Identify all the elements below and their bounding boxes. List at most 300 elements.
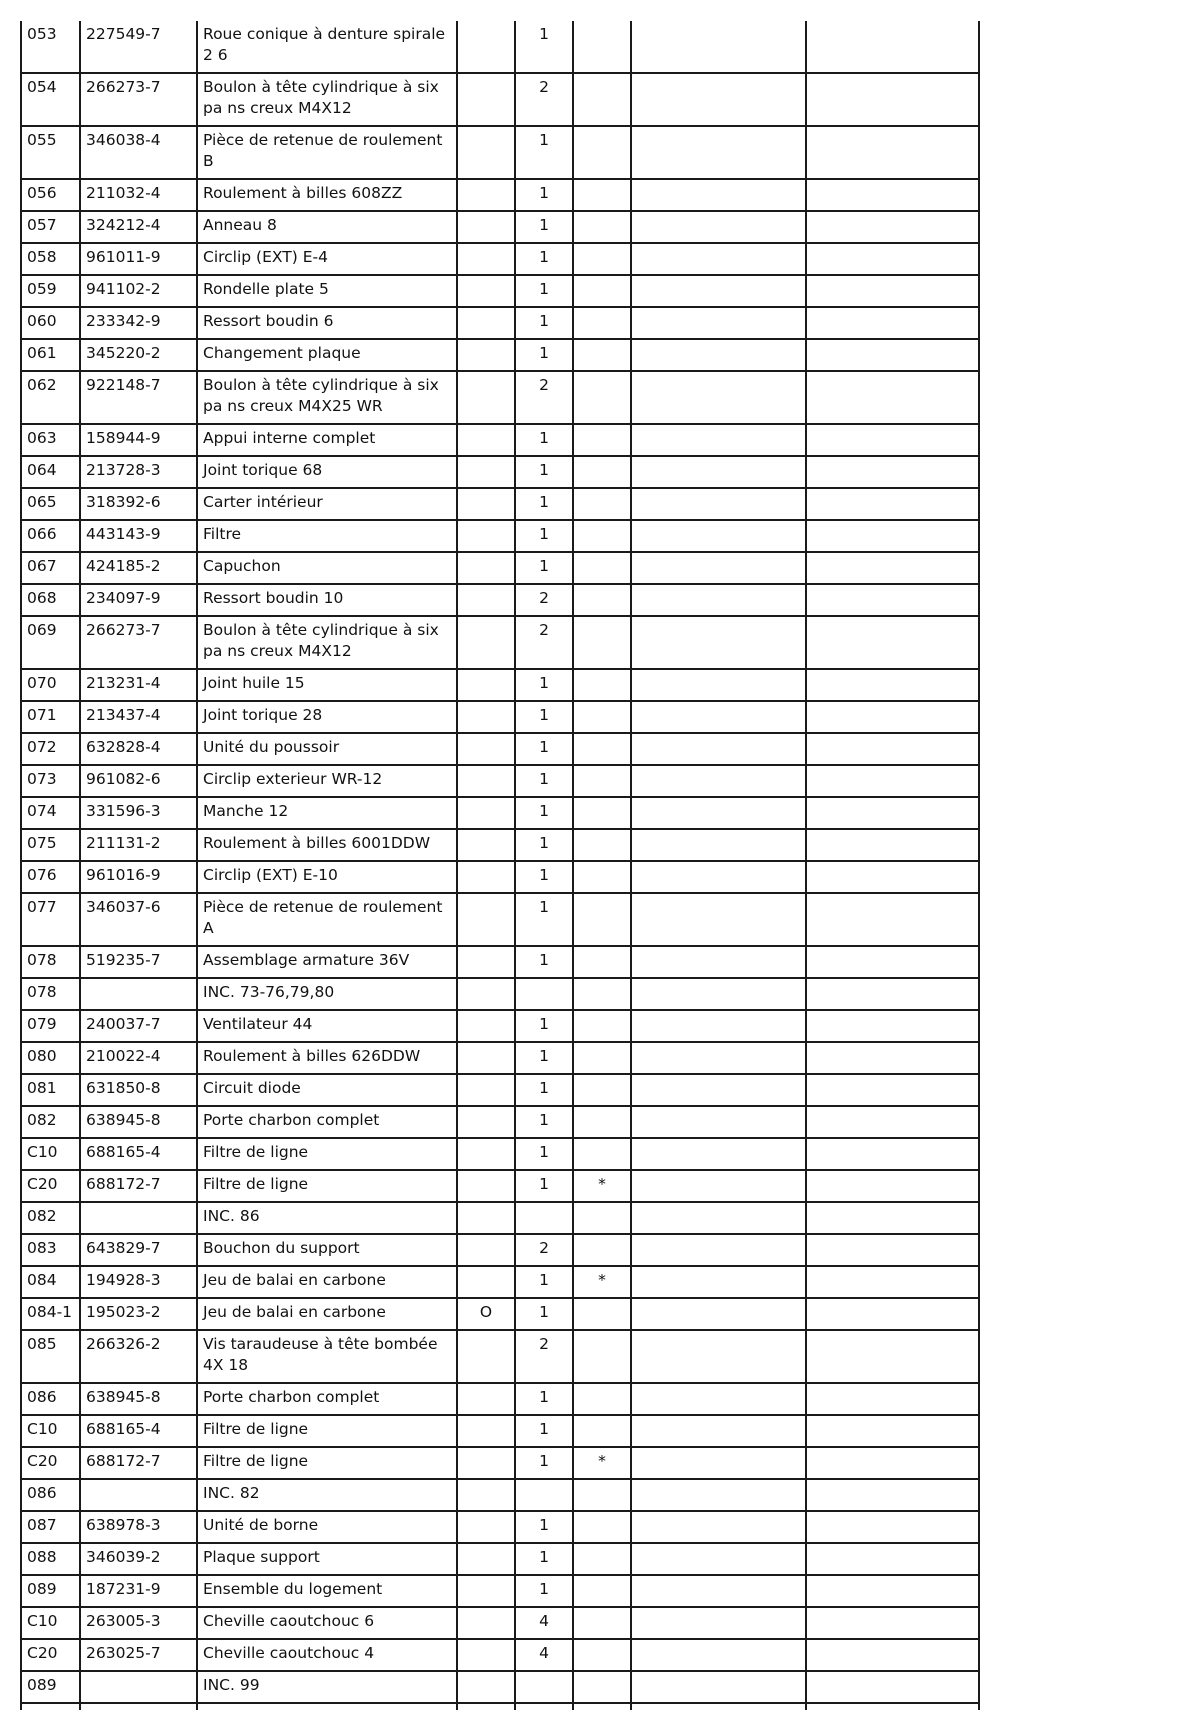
option-cell <box>457 1415 515 1447</box>
remark-cell <box>806 21 979 73</box>
table-row <box>21 275 979 307</box>
position-cell: 080 <box>21 1042 80 1074</box>
option-cell <box>457 488 515 520</box>
quantity-cell: 1 <box>515 552 573 584</box>
remark-cell <box>806 1170 979 1202</box>
part-number-cell: 195023-2 <box>80 1298 197 1330</box>
marker-cell <box>573 1607 631 1639</box>
option-cell <box>457 211 515 243</box>
note-cell <box>631 126 806 179</box>
table-row <box>21 488 979 520</box>
marker-cell <box>573 456 631 488</box>
quantity-cell: 1 <box>515 21 573 73</box>
note-cell <box>631 1298 806 1330</box>
table-row <box>21 1671 979 1703</box>
position-cell: 081 <box>21 1074 80 1106</box>
option-cell <box>457 339 515 371</box>
table-row <box>21 307 979 339</box>
remark-cell <box>806 797 979 829</box>
marker-cell <box>573 616 631 669</box>
option-cell <box>457 701 515 733</box>
marker-cell: * <box>573 1266 631 1298</box>
remark-cell <box>806 1415 979 1447</box>
description-cell: INC. 86 <box>197 1202 457 1234</box>
table-row <box>21 424 979 456</box>
part-number-cell: 346039-2 <box>80 1543 197 1575</box>
remark-cell <box>806 371 979 424</box>
quantity-cell: 4 <box>515 1607 573 1639</box>
part-number-cell: 424185-2 <box>80 552 197 584</box>
quantity-cell: 1 <box>515 307 573 339</box>
description-cell: Joint torique 28 <box>197 701 457 733</box>
description-cell: Bouchon du support <box>197 1234 457 1266</box>
position-cell: C10 <box>21 1415 80 1447</box>
description-cell: Assemblage armature 36V <box>197 946 457 978</box>
part-number-cell: 632828-4 <box>80 733 197 765</box>
marker-cell <box>573 765 631 797</box>
option-cell <box>457 861 515 893</box>
empty-cell <box>457 1703 515 1710</box>
remark-cell <box>806 1106 979 1138</box>
table-row <box>21 1202 979 1234</box>
option-cell <box>457 21 515 73</box>
marker-cell <box>573 1639 631 1671</box>
marker-cell <box>573 829 631 861</box>
option-cell <box>457 1330 515 1383</box>
part-number-cell: 688172-7 <box>80 1170 197 1202</box>
quantity-cell: 1 <box>515 1298 573 1330</box>
note-cell <box>631 1042 806 1074</box>
remark-cell <box>806 584 979 616</box>
part-number-cell <box>80 978 197 1010</box>
note-cell <box>631 765 806 797</box>
marker-cell <box>573 669 631 701</box>
part-number-cell: 213437-4 <box>80 701 197 733</box>
option-cell <box>457 1042 515 1074</box>
marker-cell <box>573 1202 631 1234</box>
empty-cell <box>806 1703 979 1710</box>
table-row <box>21 1447 979 1479</box>
quantity-cell: 1 <box>515 243 573 275</box>
note-cell <box>631 552 806 584</box>
table-row <box>21 21 979 73</box>
position-cell: 088 <box>21 1543 80 1575</box>
description-cell: Capuchon <box>197 552 457 584</box>
table-row-continuation <box>21 1703 979 1710</box>
quantity-cell: 2 <box>515 1234 573 1266</box>
description-cell: Circlip (EXT) E-10 <box>197 861 457 893</box>
marker-cell <box>573 1415 631 1447</box>
note-cell <box>631 733 806 765</box>
note-cell <box>631 243 806 275</box>
note-cell <box>631 1511 806 1543</box>
table-row <box>21 829 979 861</box>
description-cell: Filtre de ligne <box>197 1447 457 1479</box>
remark-cell <box>806 456 979 488</box>
table-row <box>21 243 979 275</box>
marker-cell <box>573 797 631 829</box>
note-cell <box>631 1415 806 1447</box>
option-cell <box>457 1575 515 1607</box>
remark-cell <box>806 669 979 701</box>
description-cell: Unité du poussoir <box>197 733 457 765</box>
option-cell <box>457 616 515 669</box>
position-cell: 070 <box>21 669 80 701</box>
table-row <box>21 73 979 126</box>
quantity-cell: 1 <box>515 1383 573 1415</box>
description-cell: Jeu de balai en carbone <box>197 1266 457 1298</box>
remark-cell <box>806 1234 979 1266</box>
part-number-cell: 210022-4 <box>80 1042 197 1074</box>
option-cell <box>457 1671 515 1703</box>
table-row <box>21 893 979 946</box>
position-cell: 089 <box>21 1575 80 1607</box>
part-number-cell <box>80 1479 197 1511</box>
part-number-cell: 643829-7 <box>80 1234 197 1266</box>
description-cell: Roulement à billes 626DDW <box>197 1042 457 1074</box>
note-cell <box>631 1575 806 1607</box>
marker-cell: * <box>573 1170 631 1202</box>
quantity-cell: 1 <box>515 1138 573 1170</box>
position-cell: C20 <box>21 1170 80 1202</box>
position-cell: 082 <box>21 1106 80 1138</box>
part-number-cell: 263025-7 <box>80 1639 197 1671</box>
description-cell: Vis taraudeuse à tête bombée 4X 18 <box>197 1330 457 1383</box>
note-cell <box>631 701 806 733</box>
remark-cell <box>806 733 979 765</box>
remark-cell <box>806 424 979 456</box>
description-cell: Ventilateur 44 <box>197 1010 457 1042</box>
part-number-cell: 346038-4 <box>80 126 197 179</box>
note-cell <box>631 179 806 211</box>
table-row <box>21 1543 979 1575</box>
part-number-cell: 158944-9 <box>80 424 197 456</box>
position-cell: 072 <box>21 733 80 765</box>
table-row <box>21 1074 979 1106</box>
option-cell <box>457 1383 515 1415</box>
note-cell <box>631 1543 806 1575</box>
remark-cell <box>806 1010 979 1042</box>
part-number-cell: 688172-7 <box>80 1447 197 1479</box>
table-row <box>21 616 979 669</box>
quantity-cell: 1 <box>515 1170 573 1202</box>
note-cell <box>631 946 806 978</box>
marker-cell <box>573 275 631 307</box>
position-cell: 062 <box>21 371 80 424</box>
note-cell <box>631 1266 806 1298</box>
empty-cell <box>515 1703 573 1710</box>
option-cell <box>457 1479 515 1511</box>
option-cell: O <box>457 1298 515 1330</box>
empty-cell <box>573 1703 631 1710</box>
remark-cell <box>806 488 979 520</box>
quantity-cell: 1 <box>515 733 573 765</box>
part-number-cell: 638978-3 <box>80 1511 197 1543</box>
remark-cell <box>806 765 979 797</box>
description-cell: Filtre de ligne <box>197 1415 457 1447</box>
position-cell: 078 <box>21 978 80 1010</box>
marker-cell <box>573 946 631 978</box>
note-cell <box>631 669 806 701</box>
position-cell: 076 <box>21 861 80 893</box>
note-cell <box>631 1639 806 1671</box>
part-number-cell: 941102-2 <box>80 275 197 307</box>
option-cell <box>457 1202 515 1234</box>
option-cell <box>457 1511 515 1543</box>
option-cell <box>457 1138 515 1170</box>
position-cell: 085 <box>21 1330 80 1383</box>
marker-cell <box>573 21 631 73</box>
note-cell <box>631 1138 806 1170</box>
part-number-cell: 324212-4 <box>80 211 197 243</box>
note-cell <box>631 1234 806 1266</box>
note-cell <box>631 1170 806 1202</box>
quantity-cell: 2 <box>515 1330 573 1383</box>
part-number-cell: 194928-3 <box>80 1266 197 1298</box>
option-cell <box>457 1074 515 1106</box>
empty-cell <box>21 1703 80 1710</box>
description-cell: Appui interne complet <box>197 424 457 456</box>
description-cell: Roue conique à denture spirale 2 6 <box>197 21 457 73</box>
remark-cell <box>806 946 979 978</box>
description-cell: INC. 99 <box>197 1671 457 1703</box>
option-cell <box>457 978 515 1010</box>
position-cell: 054 <box>21 73 80 126</box>
parts-table-body <box>21 21 979 1710</box>
position-cell: 084-1 <box>21 1298 80 1330</box>
option-cell <box>457 733 515 765</box>
remark-cell <box>806 1330 979 1383</box>
remark-cell <box>806 616 979 669</box>
position-cell: 077 <box>21 893 80 946</box>
description-cell: Pièce de retenue de roulement A <box>197 893 457 946</box>
part-number-cell: 346037-6 <box>80 893 197 946</box>
option-cell <box>457 1447 515 1479</box>
remark-cell <box>806 1202 979 1234</box>
remark-cell <box>806 126 979 179</box>
remark-cell <box>806 339 979 371</box>
quantity-cell: 1 <box>515 1010 573 1042</box>
table-row <box>21 701 979 733</box>
remark-cell <box>806 1447 979 1479</box>
table-row <box>21 126 979 179</box>
quantity-cell <box>515 1202 573 1234</box>
option-cell <box>457 1607 515 1639</box>
remark-cell <box>806 243 979 275</box>
position-cell: C10 <box>21 1138 80 1170</box>
note-cell <box>631 488 806 520</box>
marker-cell <box>573 339 631 371</box>
table-row <box>21 1138 979 1170</box>
table-row <box>21 1106 979 1138</box>
part-number-cell <box>80 1202 197 1234</box>
remark-cell <box>806 552 979 584</box>
position-cell: 066 <box>21 520 80 552</box>
quantity-cell: 1 <box>515 765 573 797</box>
note-cell <box>631 73 806 126</box>
note-cell <box>631 456 806 488</box>
marker-cell <box>573 701 631 733</box>
remark-cell <box>806 829 979 861</box>
marker-cell <box>573 1511 631 1543</box>
description-cell: Roulement à billes 608ZZ <box>197 179 457 211</box>
option-cell <box>457 765 515 797</box>
note-cell <box>631 307 806 339</box>
quantity-cell: 1 <box>515 126 573 179</box>
table-row <box>21 1639 979 1671</box>
option-cell <box>457 520 515 552</box>
part-number-cell: 227549-7 <box>80 21 197 73</box>
option-cell <box>457 456 515 488</box>
quantity-cell: 1 <box>515 1074 573 1106</box>
table-row <box>21 1511 979 1543</box>
table-row <box>21 584 979 616</box>
marker-cell <box>573 73 631 126</box>
table-row <box>21 1170 979 1202</box>
position-cell: 067 <box>21 552 80 584</box>
note-cell <box>631 1010 806 1042</box>
quantity-cell: 1 <box>515 211 573 243</box>
quantity-cell: 1 <box>515 701 573 733</box>
position-cell: 069 <box>21 616 80 669</box>
option-cell <box>457 893 515 946</box>
marker-cell <box>573 978 631 1010</box>
position-cell: 057 <box>21 211 80 243</box>
quantity-cell: 1 <box>515 179 573 211</box>
table-row <box>21 1383 979 1415</box>
part-number-cell: 922148-7 <box>80 371 197 424</box>
table-row <box>21 1330 979 1383</box>
marker-cell <box>573 552 631 584</box>
table-row <box>21 211 979 243</box>
quantity-cell <box>515 1479 573 1511</box>
empty-cell <box>197 1703 457 1710</box>
part-number-cell: 266326-2 <box>80 1330 197 1383</box>
position-cell: 059 <box>21 275 80 307</box>
option-cell <box>457 1234 515 1266</box>
note-cell <box>631 1607 806 1639</box>
marker-cell <box>573 211 631 243</box>
table-row <box>21 861 979 893</box>
description-cell: Boulon à tête cylindrique à six pa ns creux M4X12 <box>197 616 457 669</box>
table-row <box>21 978 979 1010</box>
option-cell <box>457 243 515 275</box>
description-cell: Filtre de ligne <box>197 1138 457 1170</box>
part-number-cell <box>80 1671 197 1703</box>
description-cell: Ressort boudin 10 <box>197 584 457 616</box>
remark-cell <box>806 1042 979 1074</box>
quantity-cell: 2 <box>515 73 573 126</box>
table-row <box>21 1298 979 1330</box>
table-row <box>21 1575 979 1607</box>
position-cell: 082 <box>21 1202 80 1234</box>
position-cell: 087 <box>21 1511 80 1543</box>
part-number-cell: 519235-7 <box>80 946 197 978</box>
position-cell: 073 <box>21 765 80 797</box>
quantity-cell: 1 <box>515 488 573 520</box>
part-number-cell: 211032-4 <box>80 179 197 211</box>
marker-cell <box>573 520 631 552</box>
description-cell: Ensemble du logement <box>197 1575 457 1607</box>
description-cell: Manche 12 <box>197 797 457 829</box>
part-number-cell: 345220-2 <box>80 339 197 371</box>
quantity-cell: 1 <box>515 1042 573 1074</box>
position-cell: 089 <box>21 1671 80 1703</box>
part-number-cell: 240037-7 <box>80 1010 197 1042</box>
marker-cell <box>573 243 631 275</box>
quantity-cell: 1 <box>515 1511 573 1543</box>
note-cell <box>631 520 806 552</box>
position-cell: C20 <box>21 1639 80 1671</box>
marker-cell <box>573 1383 631 1415</box>
marker-cell <box>573 1575 631 1607</box>
empty-cell <box>631 1703 806 1710</box>
description-cell: Rondelle plate 5 <box>197 275 457 307</box>
table-row <box>21 669 979 701</box>
option-cell <box>457 669 515 701</box>
note-cell <box>631 1074 806 1106</box>
marker-cell <box>573 179 631 211</box>
note-cell <box>631 424 806 456</box>
note-cell <box>631 978 806 1010</box>
note-cell <box>631 1447 806 1479</box>
table-row <box>21 1479 979 1511</box>
description-cell: Filtre de ligne <box>197 1170 457 1202</box>
table-row <box>21 1607 979 1639</box>
description-cell: Circlip exterieur WR-12 <box>197 765 457 797</box>
remark-cell <box>806 1543 979 1575</box>
note-cell <box>631 339 806 371</box>
part-number-cell: 631850-8 <box>80 1074 197 1106</box>
description-cell: Cheville caoutchouc 6 <box>197 1607 457 1639</box>
table-row <box>21 733 979 765</box>
note-cell <box>631 893 806 946</box>
marker-cell <box>573 1330 631 1383</box>
quantity-cell: 1 <box>515 339 573 371</box>
marker-cell <box>573 1234 631 1266</box>
marker-cell <box>573 1010 631 1042</box>
remark-cell <box>806 1607 979 1639</box>
part-number-cell: 443143-9 <box>80 520 197 552</box>
part-number-cell: 234097-9 <box>80 584 197 616</box>
remark-cell <box>806 1138 979 1170</box>
marker-cell <box>573 307 631 339</box>
remark-cell <box>806 275 979 307</box>
option-cell <box>457 552 515 584</box>
remark-cell <box>806 211 979 243</box>
part-number-cell: 213231-4 <box>80 669 197 701</box>
position-cell: 065 <box>21 488 80 520</box>
parts-table <box>20 21 980 1710</box>
remark-cell <box>806 1383 979 1415</box>
quantity-cell: 1 <box>515 1266 573 1298</box>
position-cell: 068 <box>21 584 80 616</box>
note-cell <box>631 21 806 73</box>
note-cell <box>631 1202 806 1234</box>
table-row <box>21 339 979 371</box>
position-cell: 053 <box>21 21 80 73</box>
quantity-cell: 1 <box>515 893 573 946</box>
part-number-cell: 211131-2 <box>80 829 197 861</box>
option-cell <box>457 424 515 456</box>
position-cell: 056 <box>21 179 80 211</box>
part-number-cell: 638945-8 <box>80 1106 197 1138</box>
marker-cell <box>573 371 631 424</box>
note-cell <box>631 275 806 307</box>
marker-cell <box>573 1042 631 1074</box>
description-cell: Boulon à tête cylindrique à six pa ns creux M4X12 <box>197 73 457 126</box>
table-row <box>21 552 979 584</box>
